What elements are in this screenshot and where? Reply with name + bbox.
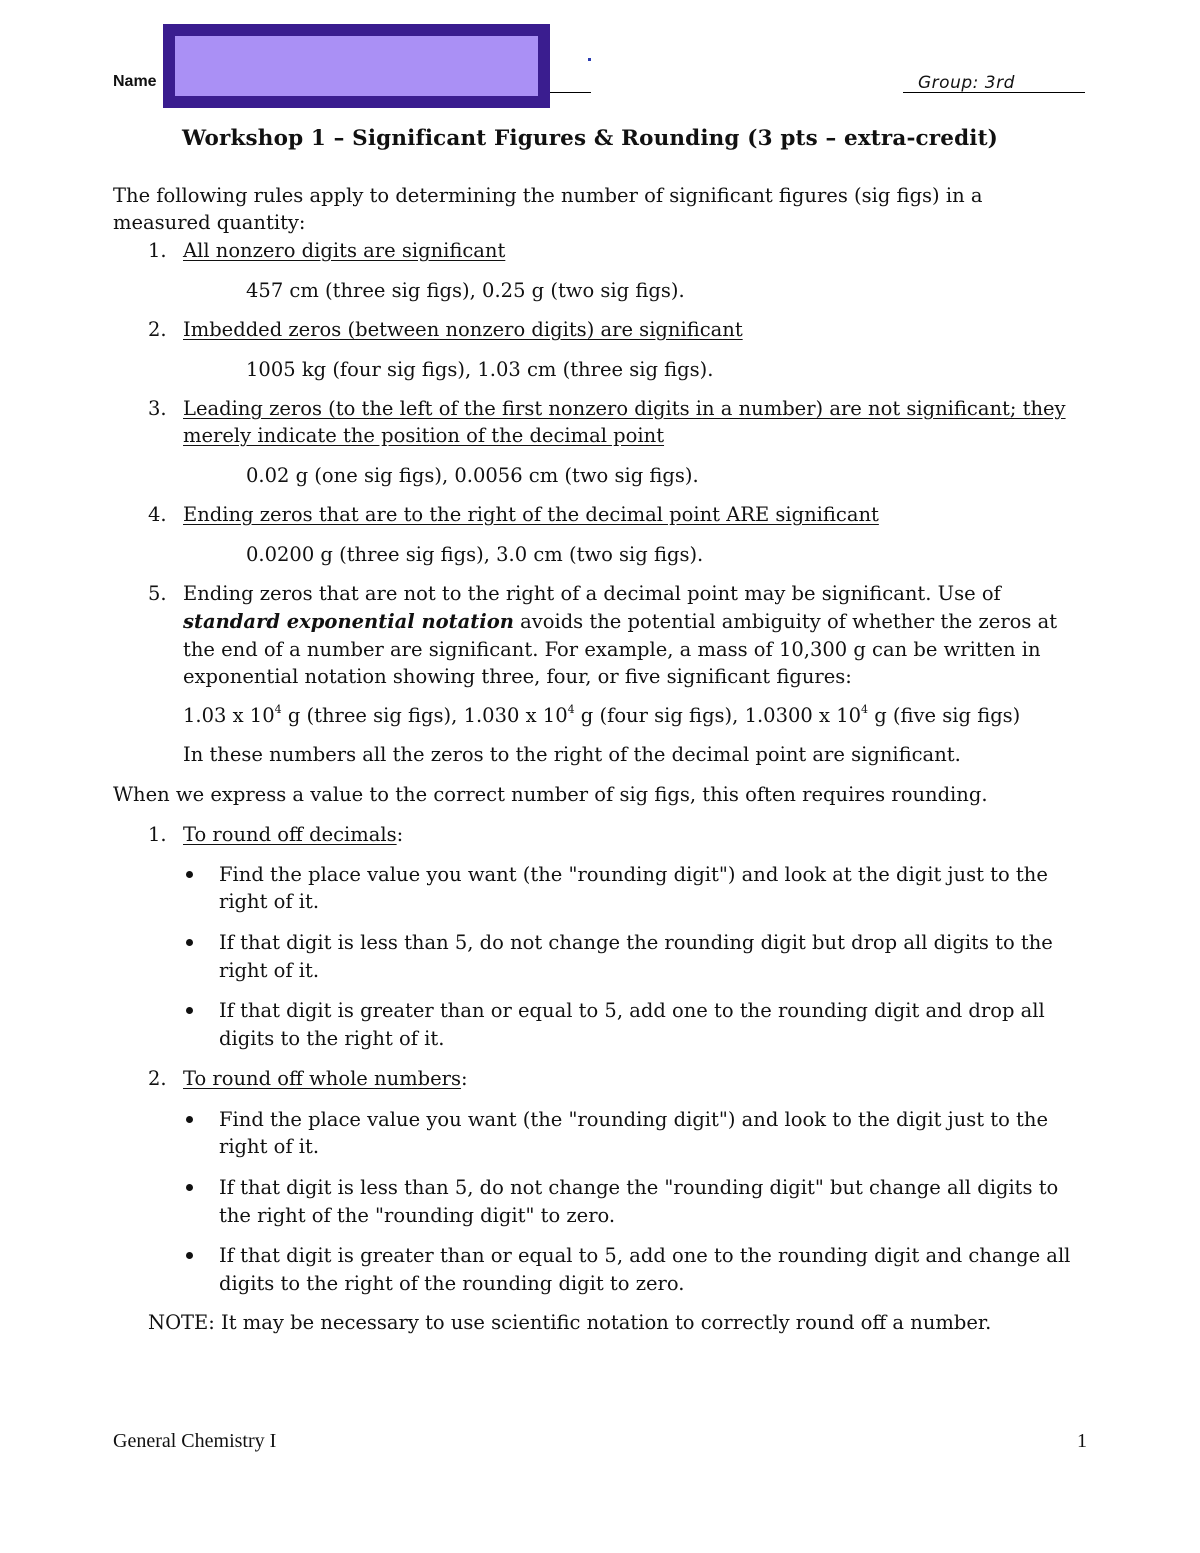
whole-bullet-3-line-1: If that digit is greater than or equal to 5, add one to the rounding digit and change all xyxy=(219,1244,1071,1267)
rule-5-note: In these numbers all the zeros to the right of the decimal point are significant. xyxy=(183,743,961,766)
rule-3-text-line-2: merely indicate the position of the decimal point xyxy=(183,424,665,447)
decimals-bullet-1-line-1: Find the place value you want (the "rounding digit") and look at the digit just to the xyxy=(219,863,1048,886)
rule-5-line-1: Ending zeros that are not to the right of a decimal point may be significant. Use of xyxy=(183,582,1001,605)
whole-bullet-3-line-2: digits to the right of the rounding digit to zero. xyxy=(219,1272,685,1295)
page-title: Workshop 1 – Significant Figures & Rounding (3 pts – extra-credit) xyxy=(182,126,998,151)
rule-2-example: 1005 kg (four sig figs), 1.03 cm (three sig figs). xyxy=(246,358,714,381)
rule-3-text-line-1: Leading zeros (to the left of the first nonzero digits in a number) are not significant; they xyxy=(183,397,1066,420)
group-label: Group: 3rd xyxy=(918,73,1015,93)
intro-line-2: measured quantity: xyxy=(113,211,306,234)
rule-1-example: 457 cm (three sig figs), 0.25 g (two sig figs). xyxy=(246,279,685,302)
example-b-base: 1.030 x 10 xyxy=(463,704,568,727)
rounding-heading-2-colon: : xyxy=(461,1067,468,1090)
rule-1-text: All nonzero digits are significant xyxy=(183,239,506,262)
bullet-dot xyxy=(186,871,193,878)
rule-5-line-2 xyxy=(183,608,1057,635)
bullet-dot xyxy=(186,1184,193,1191)
decimals-bullet-2-line-2: right of it. xyxy=(219,959,320,982)
rounding-heading-2-text: To round off whole numbers xyxy=(183,1067,462,1090)
bullet-dot xyxy=(186,1007,193,1014)
footer-page-number: 1 xyxy=(1077,1430,1087,1452)
example-c-exponent: 4 xyxy=(861,702,869,716)
example-c-tail: g (five sig figs) xyxy=(868,704,1021,727)
redaction-box xyxy=(163,24,550,108)
bullet-dot xyxy=(186,1116,193,1123)
decimals-bullet-1-line-2: right of it. xyxy=(219,890,320,913)
bullet-dot xyxy=(186,1252,193,1259)
example-c-base: 1.0300 x 10 xyxy=(744,704,862,727)
rule-number-5: 5. xyxy=(148,582,167,605)
rounding-number-1: 1. xyxy=(148,823,167,846)
rule-number-3: 3. xyxy=(148,397,167,420)
rounding-note: NOTE: It may be necessary to use scientific notation to correctly round off a number. xyxy=(148,1311,992,1334)
rule-5-line-3: the end of a number are significant. For example, a mass of 10,300 g can be written in xyxy=(183,638,1041,661)
whole-bullet-2-line-1: If that digit is less than 5, do not change the "rounding digit" but change all digits to xyxy=(219,1176,1059,1199)
whole-bullet-2-line-2: the right of the "rounding digit" to zero. xyxy=(219,1204,616,1227)
rule-number-2: 2. xyxy=(148,318,167,341)
example-a-base: 1.03 x 10 xyxy=(183,704,275,727)
decimals-bullet-3-line-2: digits to the right of it. xyxy=(219,1027,445,1050)
footer-course-name: General Chemistry I xyxy=(113,1430,277,1452)
rule-number-4: 4. xyxy=(148,503,167,526)
name-label: Name xyxy=(113,73,157,90)
rounding-intro: When we express a value to the correct number of sig figs, this often requires rounding. xyxy=(113,783,988,806)
bullet-dot xyxy=(186,939,193,946)
rule-5-examples xyxy=(183,702,1020,729)
rule-5-line-2-rest: avoids the potential ambiguity of whether the zeros at xyxy=(513,610,1058,633)
example-a-tail: g (three sig figs), xyxy=(281,704,464,727)
intro-line-1: The following rules apply to determining the number of significant figures (sig figs) in a xyxy=(113,184,983,207)
rule-3-example: 0.02 g (one sig figs), 0.0056 cm (two sig figs). xyxy=(246,464,699,487)
example-b-tail: g (four sig figs), xyxy=(574,704,745,727)
whole-bullet-1-line-2: right of it. xyxy=(219,1135,320,1158)
rule-number-1: 1. xyxy=(148,239,167,262)
whole-bullet-1-line-1: Find the place value you want (the "rounding digit") and look to the digit just to the xyxy=(219,1108,1048,1131)
rule-2-text: Imbedded zeros (between nonzero digits) are significant xyxy=(183,318,743,341)
rounding-heading-1-text: To round off decimals xyxy=(183,823,397,846)
rule-4-example: 0.0200 g (three sig figs), 3.0 cm (two sig figs). xyxy=(246,543,704,566)
stray-mark xyxy=(588,58,591,61)
rounding-heading-2 xyxy=(183,1065,468,1092)
rounding-heading-1-colon: : xyxy=(396,823,404,846)
decimals-bullet-3-line-1: If that digit is greater than or equal to 5, add one to the rounding digit and drop all xyxy=(219,999,1045,1022)
rule-5-line-4: exponential notation showing three, four, or five significant figures: xyxy=(183,665,852,688)
rounding-heading-1 xyxy=(183,821,403,848)
example-a-exponent: 4 xyxy=(274,702,282,716)
example-b-exponent: 4 xyxy=(567,702,575,716)
rule-4-text: Ending zeros that are to the right of the decimal point ARE significant xyxy=(183,503,879,526)
rounding-number-2: 2. xyxy=(148,1067,167,1090)
standard-exponential-notation-term: standard exponential notation xyxy=(183,610,514,633)
decimals-bullet-2-line-1: If that digit is less than 5, do not change the rounding digit but drop all digits to the xyxy=(219,931,1053,954)
